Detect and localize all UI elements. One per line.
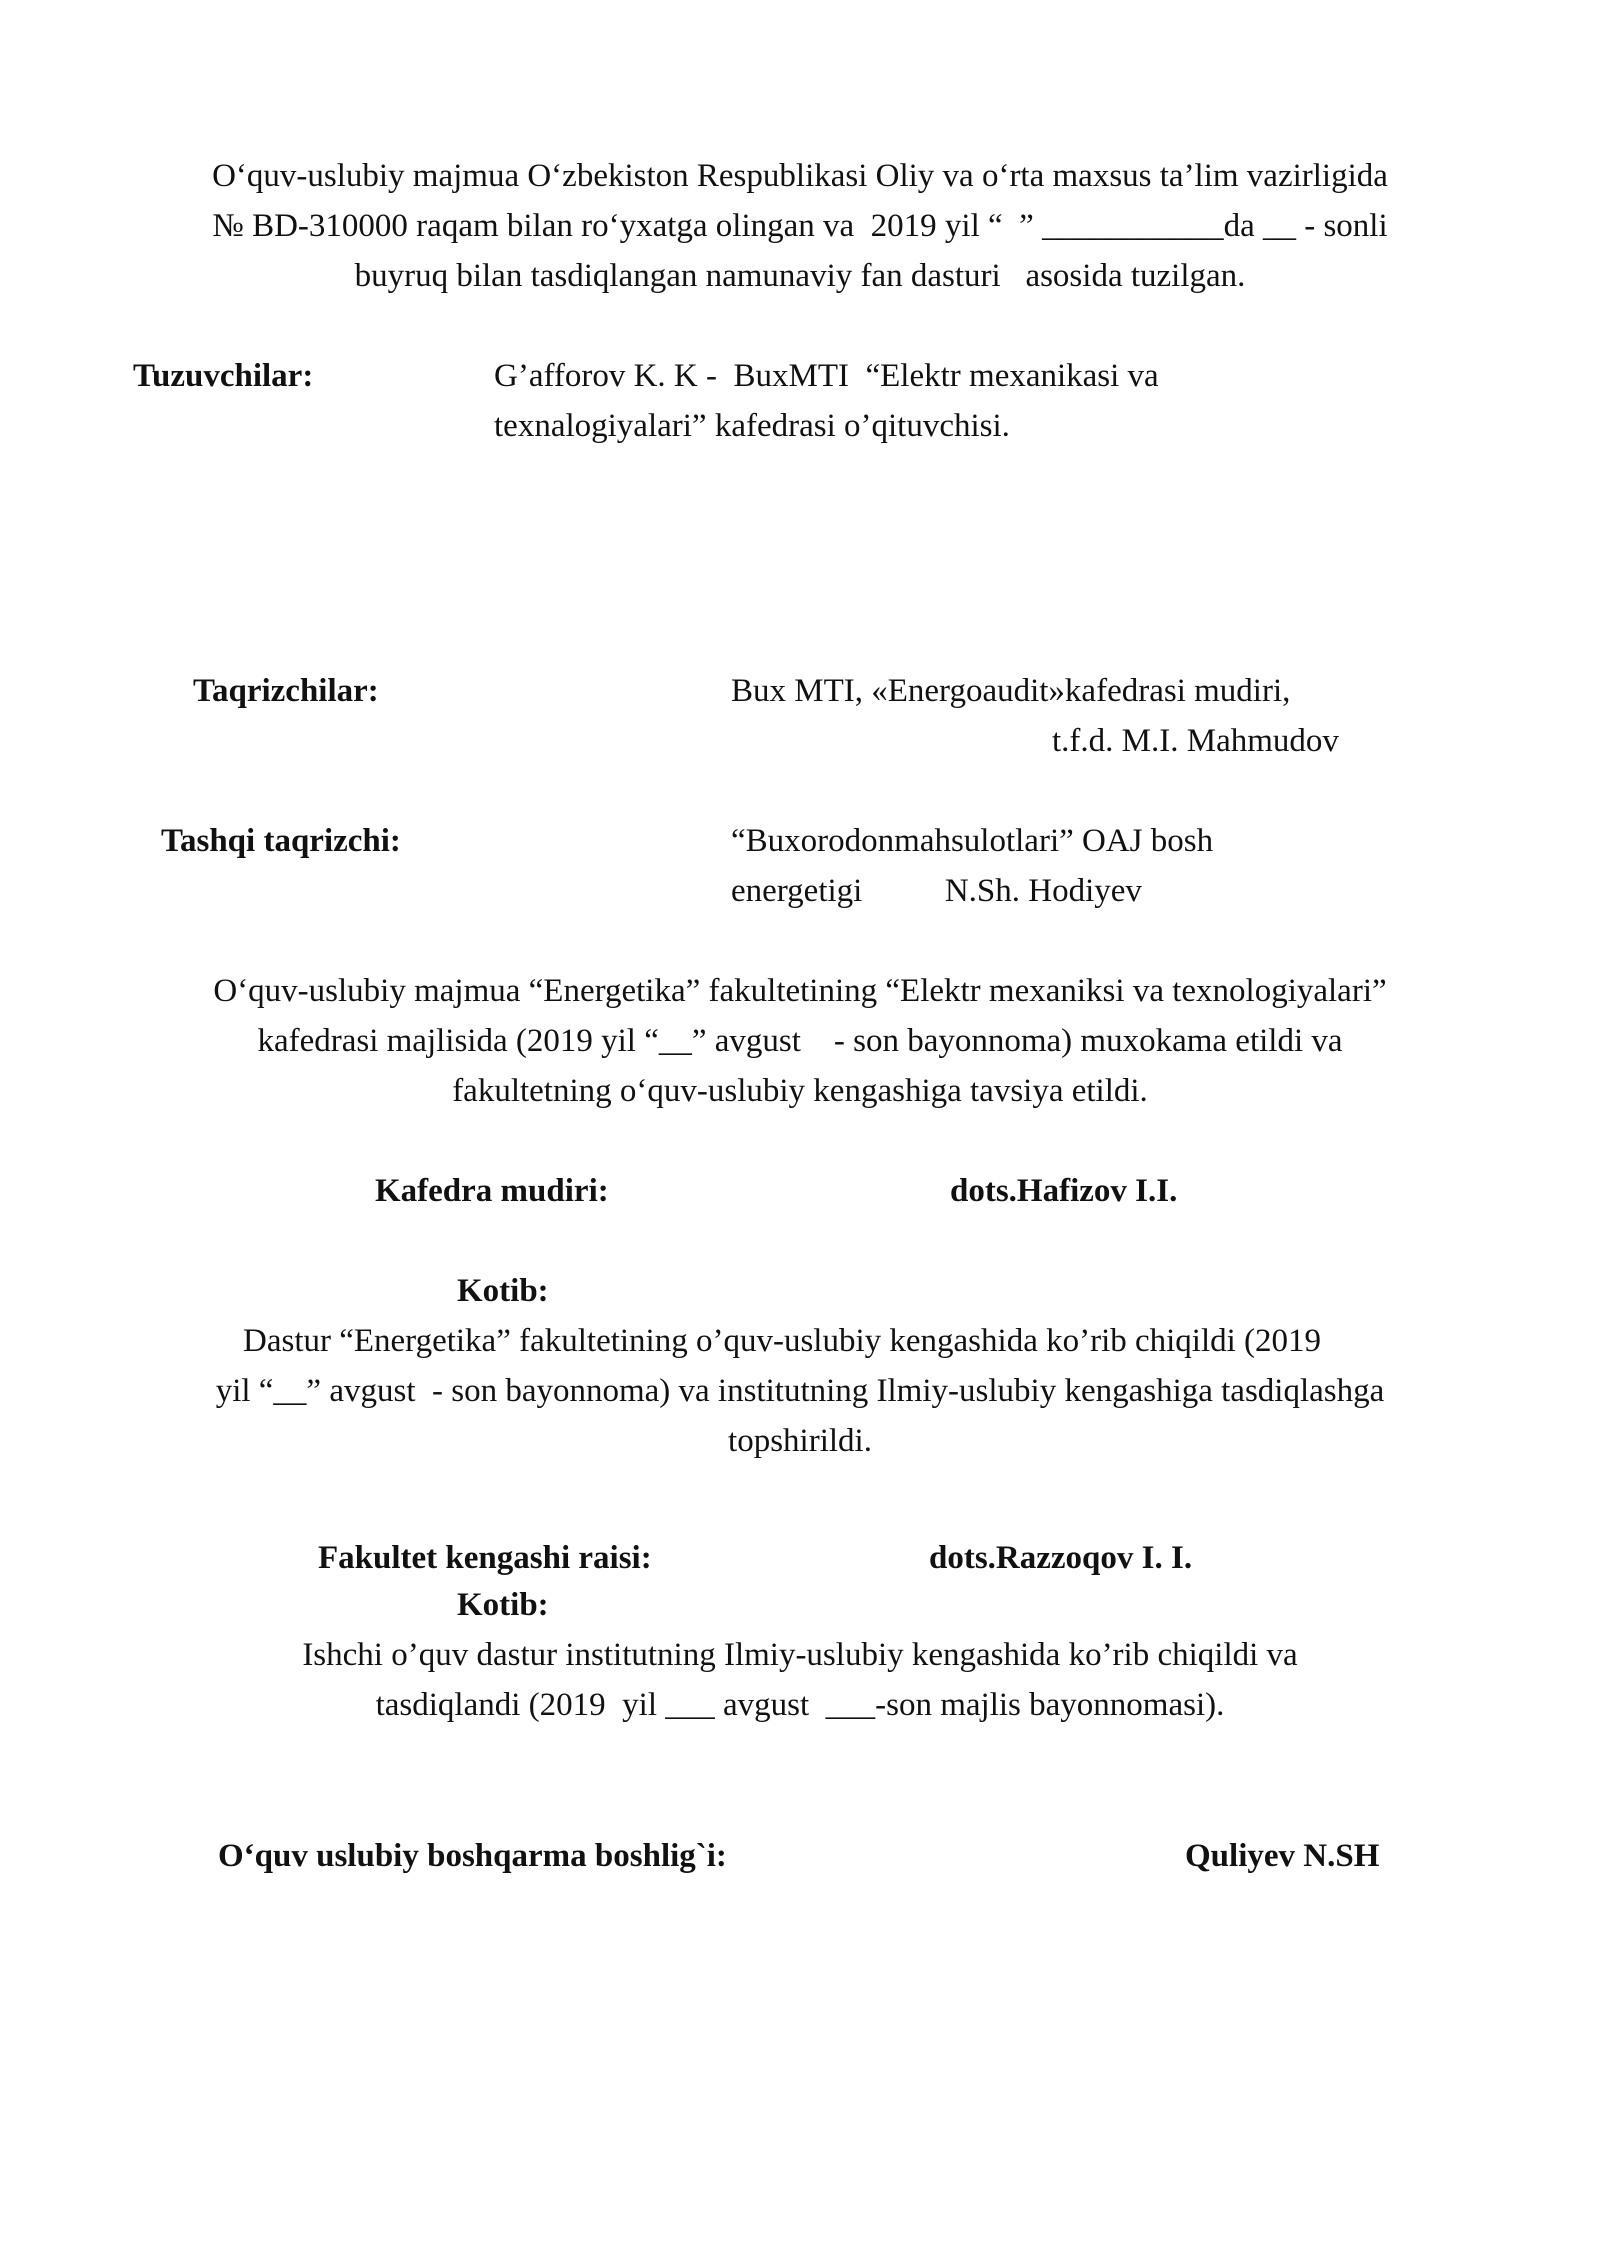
- institute-approval-line-2: tasdiqlandi (2019 yil ___ avgust ___-son majlis bayonnomasi).: [375, 1687, 1225, 1723]
- methodical-head-label: O‘quv uslubiy boshqarma boshlig`i:: [218, 1838, 727, 1874]
- faculty-discussion-line-2: yil “__” avgust - son bayonnoma) va institutning Ilmiy-uslubiy kengashiga tasdiqlashga: [215, 1373, 1385, 1409]
- faculty-council-name: dots.Razzoqov I. I.: [929, 1540, 1193, 1576]
- faculty-discussion-line-1: Dastur “Energetika” fakultetining o’quv-uslubiy kengashida ko’rib chiqildi (2019: [243, 1323, 1322, 1359]
- department-discussion-line-3: fakultetning o‘quv-uslubiy kengashiga tavsiya etildi.: [452, 1073, 1148, 1109]
- reviewers-line-2: t.f.d. M.I. Mahmudov: [1052, 723, 1339, 759]
- compilers-line-1: G’afforov K. K - BuxMTI “Elektr mexanikasi va: [494, 358, 1159, 394]
- intro-line-2: № BD-310000 raqam bilan ro‘yxatga olingan va 2019 yil “ ” ___________da __ - sonli: [212, 208, 1388, 244]
- secretary-label-2: Kotib:: [457, 1587, 549, 1623]
- reviewers-line-1: Bux MTI, «Energoaudit»kafedrasi mudiri,: [731, 673, 1291, 709]
- department-discussion-line-2: kafedrasi majlisida (2019 yil “__” avgust - son bayonnoma) muxokama etildi va: [257, 1023, 1343, 1059]
- faculty-council-label: Fakultet kengashi raisi:: [318, 1540, 652, 1576]
- methodical-head-name: Quliyev N.SH: [1185, 1838, 1380, 1874]
- external-reviewer-line-1: “Buxorodonmahsulotlari” OAJ bosh: [731, 823, 1214, 859]
- faculty-discussion-line-3: topshirildi.: [728, 1423, 872, 1459]
- reviewers-label: Taqrizchilar:: [193, 673, 379, 709]
- compilers-line-2: texnalogiyalari” kafedrasi o’qituvchisi.: [494, 408, 1010, 444]
- department-head-label: Kafedra mudiri:: [375, 1173, 609, 1209]
- intro-line-1: O‘quv-uslubiy majmua O‘zbekiston Respublikasi Oliy va o‘rta maxsus ta’lim vazirligida: [212, 158, 1388, 194]
- intro-line-3: buyruq bilan tasdiqlangan namunaviy fan dasturi asosida tuzilgan.: [354, 258, 1246, 294]
- compilers-label: Tuzuvchilar:: [133, 358, 314, 394]
- external-reviewer-label: Tashqi taqrizchi:: [161, 823, 401, 859]
- department-head-name: dots.Hafizov I.I.: [950, 1173, 1178, 1209]
- external-reviewer-line-2: energetigi N.Sh. Hodiyev: [731, 873, 1142, 909]
- secretary-label-1: Kotib:: [457, 1273, 549, 1309]
- department-discussion-line-1: O‘quv-uslubiy majmua “Energetika” fakultetining “Elektr mexaniksi va texnologiyalari”: [213, 973, 1387, 1009]
- institute-approval-line-1: Ishchi o’quv dastur institutning Ilmiy-uslubiy kengashida ko’rib chiqildi va: [302, 1637, 1298, 1673]
